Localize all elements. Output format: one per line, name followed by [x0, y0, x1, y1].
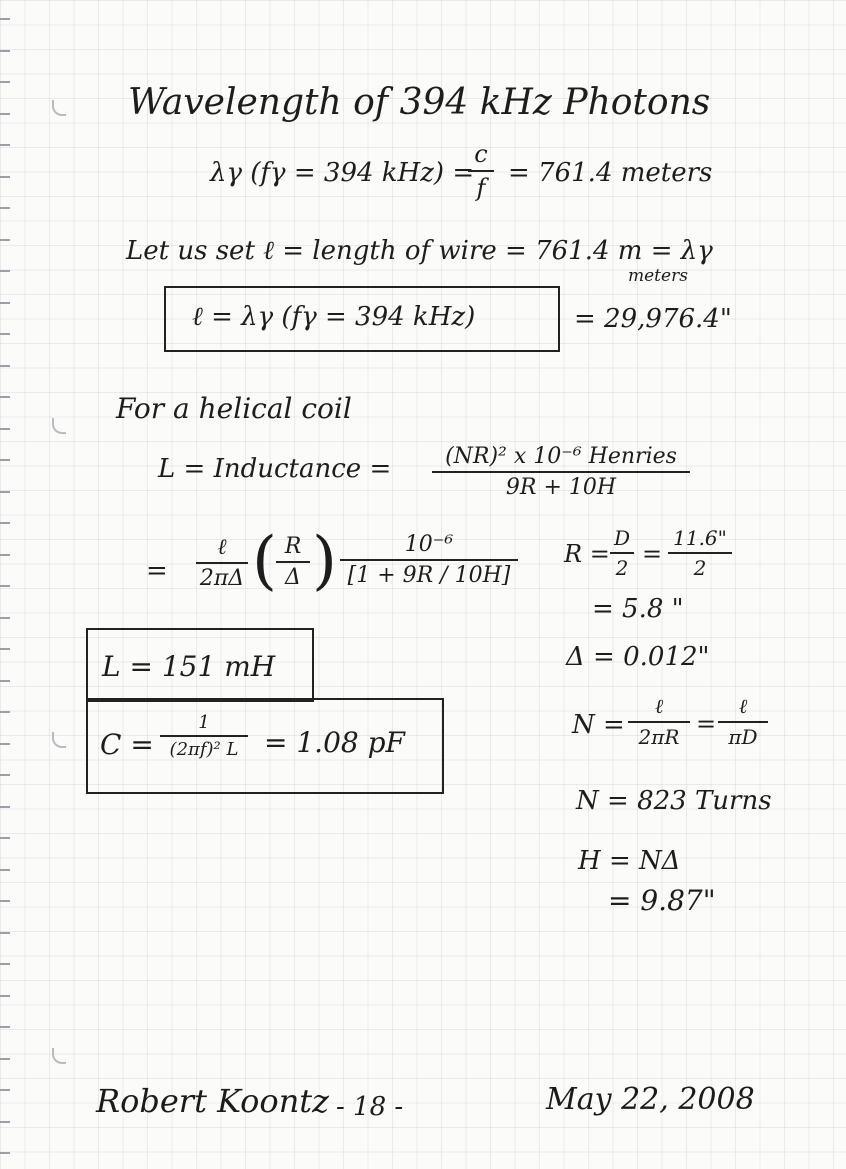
binder-perforation: [0, 333, 10, 335]
capacitance-label: C =: [100, 728, 154, 761]
binder-perforation: [0, 270, 10, 272]
fraction-bar: [668, 552, 732, 554]
ring-hole-mark: [52, 732, 66, 748]
binder-perforation: [0, 81, 10, 83]
lambda-equation-left: λγ (fγ = 394 kHz) =: [210, 158, 475, 188]
author-signature: Robert Koontz: [96, 1082, 330, 1120]
boxed-wire-length: [164, 286, 560, 352]
left-parenthesis: (: [252, 524, 277, 598]
fraction-denominator: Δ: [285, 565, 301, 590]
binder-perforation: [0, 396, 10, 398]
capacitance-fraction: [160, 712, 248, 760]
let-us-set-line: Let us set ℓ = length of wire = 761.4 m = λγ: [126, 236, 713, 266]
binder-perforation: [0, 1026, 10, 1028]
h-value: = 9.87": [608, 884, 716, 917]
fraction-denominator: (2πf)² L: [169, 739, 239, 760]
fraction-bar: [276, 561, 310, 563]
binder-perforation: [0, 963, 10, 965]
binder-perforation: [0, 18, 10, 20]
page-title: Wavelength of 394 kHz Photons: [128, 82, 711, 123]
fraction-denominator: f: [476, 174, 486, 202]
fraction-numerator: 1: [198, 712, 210, 733]
fraction-denominator: πD: [728, 725, 758, 749]
binder-perforation: [0, 554, 10, 556]
fraction-bar: [160, 735, 248, 737]
fraction-denominator: [1 + 9R / 10H]: [347, 563, 511, 588]
binder-perforation: [0, 932, 10, 934]
fraction-denominator: 2πΔ: [199, 566, 245, 591]
n-equation-left: N =: [572, 710, 625, 740]
c-over-f-fraction: [468, 140, 494, 202]
binder-perforation: [0, 1121, 10, 1123]
turns-value: N = 823 Turns: [576, 786, 772, 816]
binder-edge: [0, 0, 14, 1169]
fraction-bar: [432, 471, 690, 473]
fraction-bar: [340, 559, 518, 561]
ring-hole-mark: [52, 418, 66, 434]
binder-perforation: [0, 617, 10, 619]
l-over-2pi-r-fraction: [628, 694, 690, 749]
fraction-denominator: 2: [693, 556, 707, 580]
fraction-numerator: R: [284, 534, 302, 559]
binder-perforation: [0, 585, 10, 587]
l-over-2pi-delta-fraction: [196, 534, 248, 591]
fraction-bar: [468, 170, 494, 172]
binder-perforation: [0, 50, 10, 52]
ring-hole-mark: [52, 100, 66, 116]
right-parenthesis: ): [312, 524, 337, 598]
footer-date: May 22, 2008: [546, 1082, 755, 1117]
fraction-numerator: 11.6": [673, 526, 727, 550]
boxed-capacitance: [86, 698, 444, 794]
ring-hole-mark: [52, 1048, 66, 1064]
binder-perforation: [0, 711, 10, 713]
binder-perforation: [0, 774, 10, 776]
inductance-result: L = 151 mH: [102, 650, 276, 683]
binder-perforation: [0, 491, 10, 493]
binder-perforation: [0, 302, 10, 304]
binder-perforation: [0, 995, 10, 997]
l-over-pi-d-fraction: [718, 694, 768, 749]
binder-perforation: [0, 428, 10, 430]
fraction-numerator: (NR)² x 10⁻⁶ Henries: [445, 444, 677, 469]
fraction-denominator: 9R + 10H: [505, 475, 617, 500]
r-equation-equals: =: [642, 540, 663, 568]
fraction-numerator: ℓ: [738, 694, 748, 718]
fraction-denominator: 2πR: [638, 725, 680, 749]
r-value: = 5.8 ": [592, 594, 684, 624]
fraction-denominator: 2: [615, 556, 629, 580]
fraction-bar: [196, 562, 248, 564]
page-number: - 18 -: [336, 1092, 404, 1122]
binder-perforation: [0, 144, 10, 146]
capacitance-result: = 1.08 pF: [264, 726, 405, 759]
binder-perforation: [0, 113, 10, 115]
diameter-over-2-fraction: [668, 526, 732, 580]
binder-perforation: [0, 1152, 10, 1154]
binder-perforation: [0, 365, 10, 367]
fraction-numerator: ℓ: [654, 694, 664, 718]
r-equation-left: R =: [564, 540, 610, 568]
lambda-equation-right: = 761.4 meters: [508, 158, 713, 188]
inductance-label: L = Inductance =: [158, 454, 392, 484]
binder-perforation: [0, 869, 10, 871]
binder-perforation: [0, 459, 10, 461]
binder-perforation: [0, 900, 10, 902]
binder-perforation: [0, 743, 10, 745]
n-equation-equals: =: [696, 710, 717, 738]
fraction-bar: [628, 721, 690, 723]
binder-perforation: [0, 239, 10, 241]
binder-perforation: [0, 176, 10, 178]
h-equation: H = NΔ: [578, 846, 681, 876]
wire-length-equation: ℓ = λγ (fγ = 394 kHz): [192, 302, 476, 332]
inductance-fraction: [432, 444, 690, 500]
boxed-inductance: [86, 628, 314, 702]
r-over-delta-fraction: [276, 534, 310, 590]
fraction-numerator: D: [613, 526, 631, 550]
binder-perforation: [0, 806, 10, 808]
binder-perforation: [0, 207, 10, 209]
ten-power-fraction: [340, 532, 518, 588]
binder-perforation: [0, 1058, 10, 1060]
binder-perforation: [0, 1089, 10, 1091]
fraction-numerator: ℓ: [217, 535, 227, 560]
fraction-bar: [718, 721, 768, 723]
expansion-equals: =: [146, 556, 168, 586]
delta-value: Δ = 0.012": [566, 642, 710, 672]
fraction-numerator: 10⁻⁶: [404, 532, 454, 557]
binder-perforation: [0, 522, 10, 524]
fraction-bar: [610, 552, 634, 554]
fraction-numerator: c: [474, 140, 488, 168]
wire-length-inches: = 29,976.4": [574, 304, 732, 334]
meters-note: meters: [628, 266, 688, 286]
helical-coil-heading: For a helical coil: [116, 392, 352, 425]
binder-perforation: [0, 648, 10, 650]
d-over-2-fraction: [610, 526, 634, 580]
binder-perforation: [0, 837, 10, 839]
binder-perforation: [0, 680, 10, 682]
